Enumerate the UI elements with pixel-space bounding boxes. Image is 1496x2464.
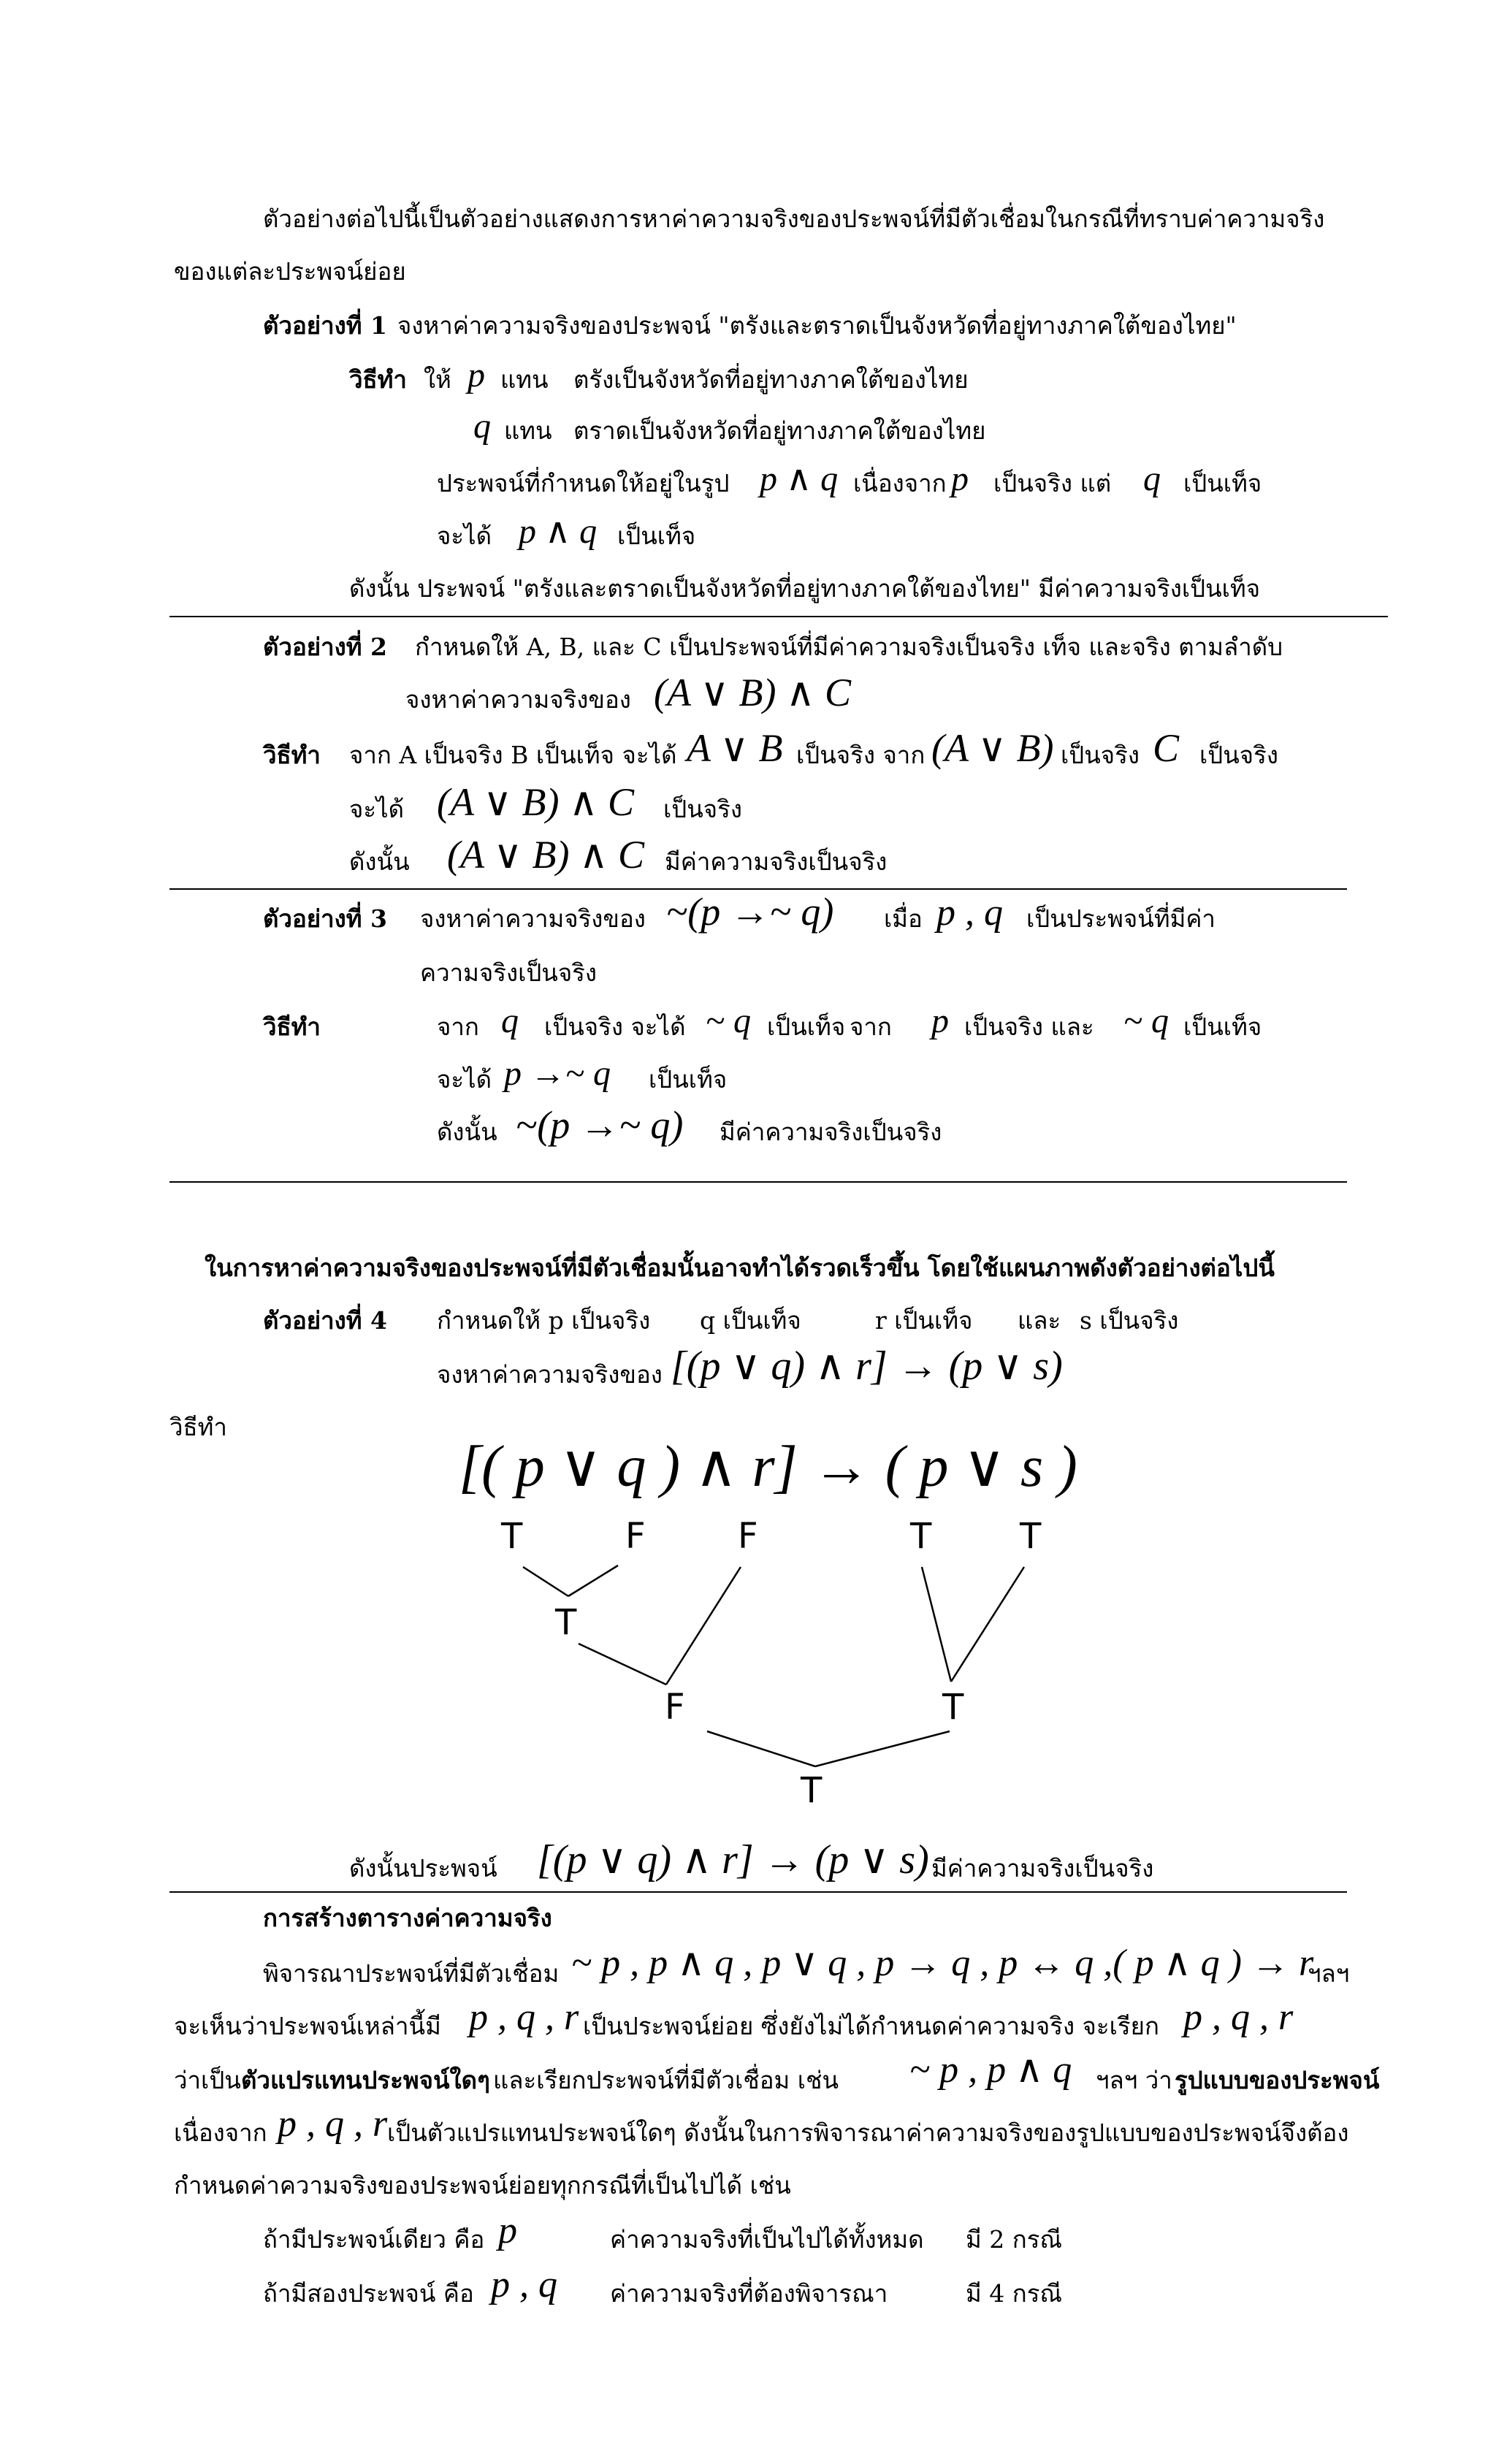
tree-value-p-or-q: T	[555, 1602, 577, 1643]
ex3-nq-false-2: เป็นเท็จ	[1183, 1012, 1262, 1041]
ex3-nq: ~ q	[706, 1002, 751, 1040]
tt-line4-pqr: p , q , r	[278, 2103, 388, 2145]
ex2-step1-d: เป็นจริง	[1199, 741, 1278, 769]
ex2-expr: (A ∨ B) ∧ C	[654, 671, 852, 714]
ex1-form-expr: p ∧ q	[760, 459, 839, 498]
tree-value-r: F	[738, 1516, 758, 1557]
tree-value-q: F	[625, 1516, 646, 1557]
ex3-p-true-and: เป็นจริง และ	[964, 1012, 1094, 1041]
ex1-get: จะได้	[437, 522, 492, 550]
tt-line3-expr: ~ p , p ∧ q	[909, 2049, 1072, 2091]
ex2-step1-a: จาก A เป็นจริง B เป็นเท็จ จะได้	[349, 741, 677, 769]
ex1-q-var: q	[473, 407, 491, 446]
tree-value-p-or-s: T	[942, 1687, 964, 1728]
ex1-since: เนื่องจาก	[853, 469, 947, 497]
tt-line2-a: จะเห็นว่าประพจน์เหล่านี้มี	[174, 2012, 441, 2040]
ex4-and: และ	[1018, 1306, 1061, 1335]
tt-line3-c: และเรียกประพจน์ที่มีตัวเชื่อม เช่น	[493, 2066, 839, 2094]
tree-value-final: T	[801, 1770, 823, 1811]
ex3-p-var: p	[931, 1002, 949, 1040]
ex2-is-true: เป็นจริง	[663, 795, 742, 823]
ex3-solution-label: วิธีทำ	[263, 1012, 321, 1041]
ex3-pnq: p →~ q	[504, 1054, 611, 1093]
tree-value-and-r: F	[665, 1687, 685, 1728]
ex1-p-var: p	[468, 356, 485, 394]
ex3-find: จงหาค่าความจริงของ	[420, 904, 646, 933]
divider-4	[169, 1891, 1347, 1893]
ex3-nq-2: ~ q	[1123, 1002, 1169, 1040]
ex3-pnq-false: เป็นเท็จ	[649, 1065, 728, 1094]
ex2-solution-label: วิธีทำ	[263, 741, 321, 769]
ex1-p-var-2: p	[951, 459, 969, 498]
ex1-q-var-2: q	[1143, 459, 1161, 498]
tt-line3-a: ว่าเป็น	[174, 2066, 241, 2094]
ex4-given-q: q เป็นเท็จ	[700, 1306, 801, 1335]
tt-line5: กำหนดค่าความจริงของประพจน์ย่อยทุกกรณีที่เป็นไปได้ เช่น	[174, 2171, 791, 2200]
tt-line2-pqr: p , q , r	[469, 1996, 579, 2038]
ex1-solution-label: วิธีทำ	[349, 365, 407, 394]
ex3-therefore: ดังนั้น	[437, 1118, 497, 1146]
ex4-expr: [(p ∨ q) ∧ r] → (p ∨ s)	[671, 1343, 1063, 1389]
tt-row2-a: ถ้ามีสองประพจน์ คือ	[263, 2279, 474, 2308]
ex3-pq: p , q	[936, 892, 1003, 934]
tt-row1-var: p	[498, 2210, 517, 2251]
ex3-q-true-get: เป็นจริง จะได้	[544, 1012, 686, 1041]
section-heading: ในการหาค่าความจริงของประพจน์ที่มีตัวเชื่อมนั้นอาจทำได้รวดเร็วขึ้น โดยใช้แผนภาพดังตัวอย่างต่อไปนี้	[205, 1254, 1275, 1282]
tt-row1-b: ค่าความจริงที่เป็นไปได้ทั้งหมด	[610, 2225, 924, 2254]
ex2-therefore: ดังนั้น	[349, 847, 410, 876]
ex1-q-definition: ตราดเป็นจังหวัดที่อยู่ทางภาคใต้ของไทย	[573, 416, 986, 445]
ex3-from-2: จาก	[850, 1012, 892, 1041]
tt-line2-b: เป็นประพจน์ย่อย ซึ่งยังไม่ได้กำหนดค่าความจริง จะเรียก	[583, 2012, 1159, 2040]
ex3-from: จาก	[437, 1012, 479, 1041]
ex2-get: จะได้	[349, 795, 405, 823]
tt-row2-var: p , q	[491, 2264, 557, 2305]
ex2-c-var: C	[1153, 726, 1180, 770]
ex2-find: จงหาค่าความจริงของ	[405, 685, 631, 714]
ex1-form-text: ประพจน์ที่กำหนดให้อยู่ในรูป	[437, 469, 730, 497]
ex4-conclusion-b: มีค่าความจริงเป็นจริง	[931, 1854, 1154, 1883]
tt-row2-c: มี 4 กรณี	[966, 2279, 1063, 2308]
tt-line4-a: เนื่องจาก	[174, 2118, 267, 2147]
ex3-when: เมื่อ	[884, 904, 923, 933]
ex2-avb: A ∨ B	[687, 726, 783, 770]
ex4-conclusion-expr: [(p ∨ q) ∧ r] → (p ∨ s)	[537, 1837, 929, 1883]
ex1-pq-expr: p ∧ q	[519, 512, 598, 551]
ex4-label: ตัวอย่างที่ 4	[263, 1306, 387, 1335]
ex3-nq-false: เป็นเท็จ	[767, 1012, 846, 1041]
ex3-label: ตัวอย่างที่ 3	[263, 904, 387, 933]
ex4-given-p: กำหนดให้ p เป็นจริง	[437, 1306, 651, 1335]
ex2-step1-c: เป็นจริง	[1061, 741, 1140, 769]
ex3-cond1: เป็นประพจน์ที่มีค่า	[1026, 904, 1216, 933]
tt-line3-e: รูปแบบของประพจน์	[1175, 2066, 1380, 2094]
intro-line-1: ตัวอย่างต่อไปนี้เป็นตัวอย่างแสดงการหาค่าความจริงของประพจน์ที่มีตัวเชื่อมในกรณีที่ทราบค่าความจริง	[263, 205, 1325, 233]
ex1-means-p: แทน	[500, 365, 549, 394]
ex2-step1-b: เป็นจริง จาก	[796, 741, 926, 769]
ex1-q-false: เป็นเท็จ	[1183, 469, 1262, 497]
ex4-solution-label: วิธีทำ	[169, 1413, 227, 1441]
ex1-give: ให้	[424, 365, 451, 394]
ex4-conclusion-a: ดังนั้นประพจน์	[349, 1854, 497, 1883]
ex1-means-q: แทน	[504, 416, 552, 445]
tt-row1-a: ถ้ามีประพจน์เดียว คือ	[263, 2225, 485, 2254]
tt-line1-etc: ฯลฯ	[1308, 1959, 1350, 1988]
tt-line3-b: ตัวแปรแทนประพจน์ใดๆ	[241, 2066, 490, 2094]
ex2-expr-3: (A ∨ B) ∧ C	[447, 833, 645, 877]
ex2-result: มีค่าความจริงเป็นจริง	[665, 847, 888, 876]
ex2-label: ตัวอย่างที่ 2	[263, 633, 387, 661]
ex1-p-true-but: เป็นจริง แต่	[993, 469, 1112, 497]
tt-row2-b: ค่าความจริงที่ต้องพิจารณา	[610, 2279, 888, 2308]
ex3-expr-2: ~(p →~ q)	[516, 1103, 684, 1147]
ex3-expr: ~(p →~ q)	[666, 890, 834, 934]
ex1-pq-false: เป็นเท็จ	[617, 522, 696, 550]
ex3-result: มีค่าความจริงเป็นจริง	[720, 1118, 942, 1146]
ex2-given: กำหนดให้ A, B, และ C เป็นประพจน์ที่มีค่าความจริงเป็นจริง เท็จ และจริง ตามลำดับ	[415, 633, 1283, 661]
ex2-avb-paren: (A ∨ B)	[931, 726, 1054, 770]
tt-row1-c: มี 2 กรณี	[966, 2225, 1063, 2254]
ex3-q-var: q	[501, 1002, 519, 1040]
truth-table-title: การสร้างตารางค่าความจริง	[263, 1904, 552, 1932]
ex3-cond2: ความจริงเป็นจริง	[420, 958, 598, 987]
tt-line2-pqr-2: p , q , r	[1183, 1996, 1294, 2038]
tt-line4-b: เป็นตัวแปรแทนประพจน์ใดๆ ดังนั้นในการพิจารณาค่าความจริงของรูปแบบของประพจน์จึงต้อง	[387, 2118, 1349, 2147]
tt-line3-d: ฯลฯ ว่า	[1096, 2066, 1172, 2094]
ex1-question: จงหาค่าความจริงของประพจน์ "ตรังและตราดเป็นจังหวัดที่อยู่ทางภาคใต้ของไทย"	[397, 311, 1237, 340]
tree-expression: [( p ∨ q ) ∧ r] → ( p ∨ s )	[459, 1435, 1077, 1499]
ex1-label: ตัวอย่างที่ 1	[263, 311, 387, 340]
tree-value-s: T	[1020, 1516, 1042, 1557]
ex4-given-r: r เป็นเท็จ	[875, 1306, 973, 1335]
ex1-conclusion: ดังนั้น ประพจน์ "ตรังและตราดเป็นจังหวัดที่อยู่ทางภาคใต้ของไทย" มีค่าความจริงเป็นเท็จ	[349, 574, 1261, 603]
intro-line-2: ของแต่ละประพจน์ย่อย	[174, 257, 406, 286]
ex4-given-s: s เป็นจริง	[1080, 1306, 1179, 1335]
ex1-p-definition: ตรังเป็นจังหวัดที่อยู่ทางภาคใต้ของไทย	[573, 365, 969, 394]
ex4-find: จงหาค่าความจริงของ	[437, 1360, 663, 1389]
ex3-get: จะได้	[437, 1065, 492, 1094]
ex2-expr-2: (A ∨ B) ∧ C	[437, 780, 635, 824]
tt-line1: พิจารณาประพจน์ที่มีตัวเชื่อม	[263, 1959, 560, 1988]
tt-line1-expr: ~ p , p ∧ q , p ∨ q , p → q , p ↔ q ,( p ∧ q ) → r	[571, 1942, 1314, 1984]
tree-value-p2: T	[910, 1516, 932, 1557]
tree-value-p1: T	[501, 1516, 523, 1557]
